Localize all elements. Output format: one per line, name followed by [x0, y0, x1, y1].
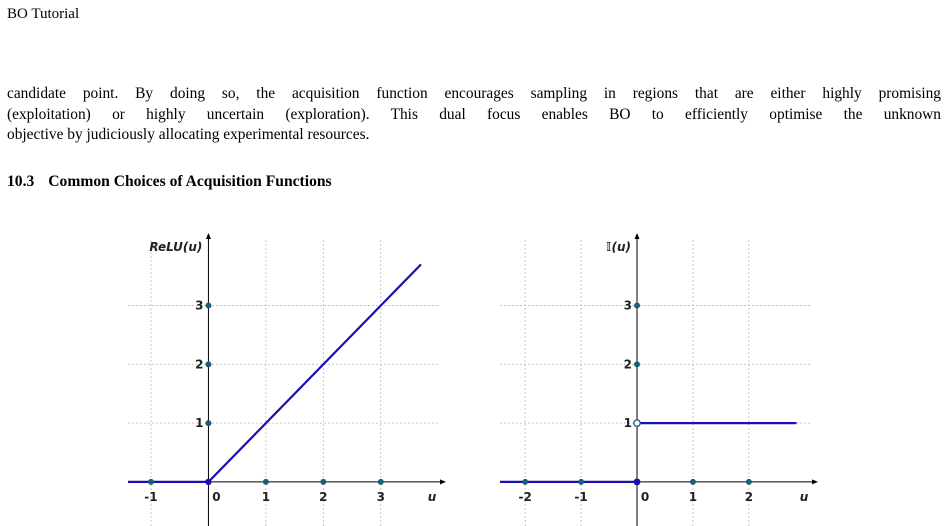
x-tick-label: 1 [688, 489, 698, 504]
x-tick-dot [522, 479, 528, 485]
paragraph-line: (exploitation) or highly uncertain (exploration). This dual focus enables BO to efficiently optimise the unknown [7, 105, 941, 123]
x-tick-dot [320, 479, 326, 485]
paragraph-line: objective by judiciously allocating experimental resources. [7, 126, 370, 143]
x-tick-dot [263, 479, 269, 485]
y-axis-arrow [206, 233, 211, 239]
y-tick-label: 2 [195, 357, 204, 372]
indicator-plot [500, 233, 818, 526]
x-tick-dot [690, 479, 696, 485]
y-axis-label: 𝕀(u) [605, 240, 632, 254]
y-tick-dot [205, 361, 211, 367]
x-tick-label: -2 [518, 489, 532, 504]
x-axis-arrow [812, 479, 818, 484]
section-title: Common Choices of Acquisition Functions [48, 173, 332, 190]
x-tick-label: -1 [144, 489, 158, 504]
relu-plot [128, 233, 446, 526]
open-point [634, 420, 640, 426]
y-tick-dot [205, 420, 211, 426]
y-axis-label: ReLU(u) [149, 240, 203, 254]
x-tick-label: 1 [261, 489, 271, 504]
x-tick-label: 0 [212, 489, 221, 504]
x-tick-dot [578, 479, 584, 485]
series-line [128, 264, 421, 482]
y-tick-dot [205, 303, 211, 309]
y-tick-label: 2 [623, 357, 633, 372]
x-tick-dot [378, 479, 384, 485]
y-tick-dot [634, 303, 640, 309]
x-axis-label: u [427, 489, 437, 504]
origin-dot [205, 479, 211, 485]
closed-point [634, 479, 641, 486]
y-tick-label: 3 [623, 298, 633, 313]
x-axis-arrow [440, 479, 446, 484]
x-tick-label: -1 [574, 489, 588, 504]
x-tick-dot [746, 479, 752, 485]
x-tick-label: 0 [640, 489, 650, 504]
x-tick-label: 2 [744, 489, 754, 504]
y-tick-label: 1 [623, 416, 633, 431]
y-tick-dot [634, 361, 640, 367]
running-header: BO Tutorial [7, 6, 80, 22]
y-tick-label: 3 [195, 298, 204, 313]
section-number: 10.3 [7, 173, 35, 190]
x-axis-label: u [799, 489, 809, 504]
y-tick-label: 1 [195, 416, 204, 431]
y-axis-arrow [635, 233, 640, 239]
x-tick-label: 3 [376, 489, 385, 504]
x-tick-dot [148, 479, 154, 485]
x-tick-label: 2 [319, 489, 328, 504]
paragraph-line: candidate point. By doing so, the acquisition function encourages sampling in regions that are either highly promising [7, 85, 941, 102]
